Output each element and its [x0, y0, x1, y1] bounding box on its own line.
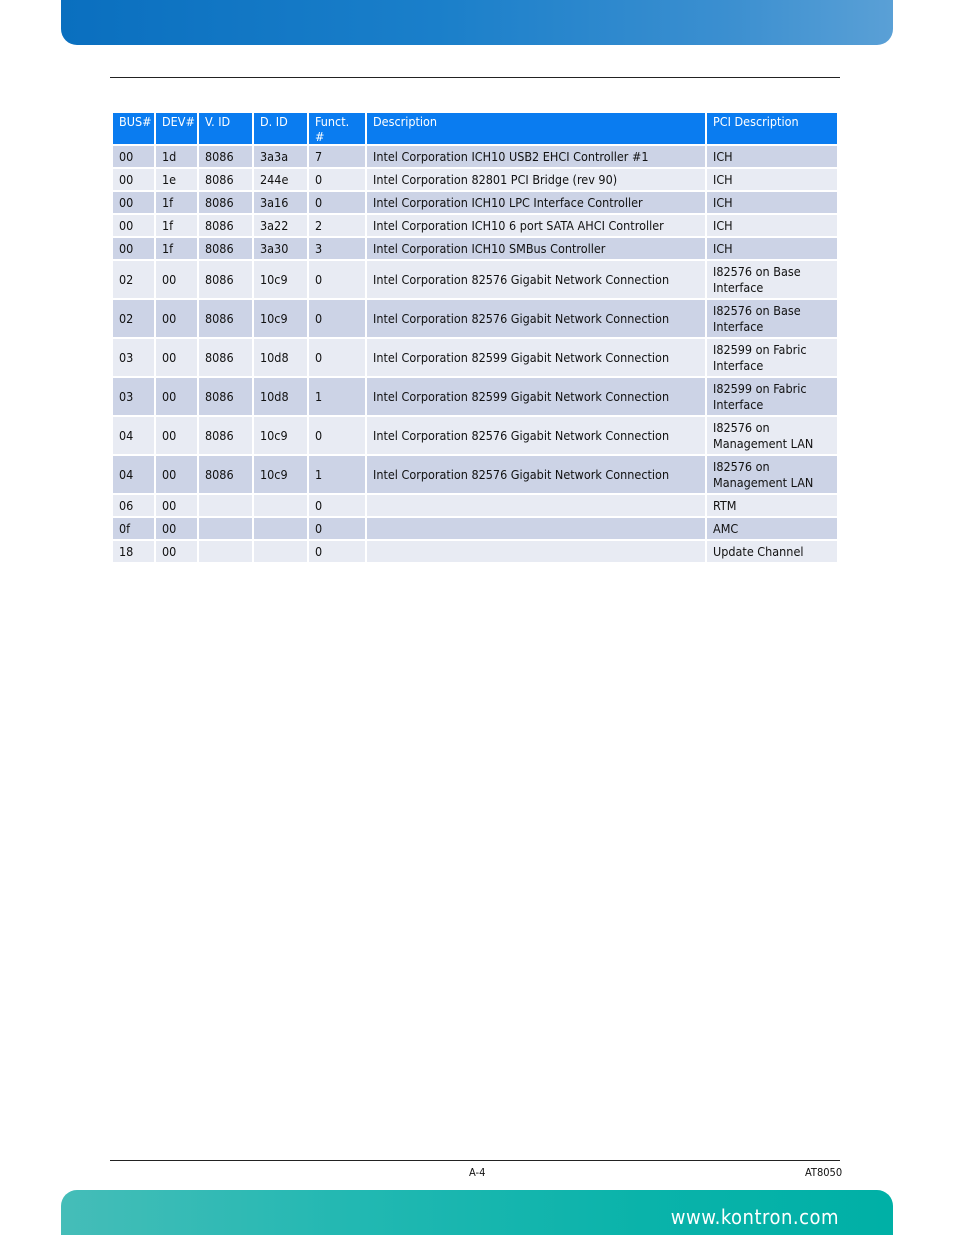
cell-function: 0 [309, 339, 365, 376]
cell-description: Intel Corporation 82599 Gigabit Network Connection [367, 339, 705, 376]
cell-pci-description: ICH [707, 169, 837, 190]
cell-pci-description: Update Channel [707, 541, 837, 562]
cell-pci-description: AMC [707, 518, 837, 539]
header-description: Description [367, 113, 705, 144]
cell-vendor-id [199, 541, 252, 562]
cell-bus: 00 [113, 146, 154, 167]
cell-bus: 03 [113, 378, 154, 415]
cell-pci-description: I82576 on Management LAN [707, 456, 837, 493]
cell-device-id: 3a16 [254, 192, 307, 213]
cell-function: 1 [309, 378, 365, 415]
cell-function: 7 [309, 146, 365, 167]
cell-description: Intel Corporation 82576 Gigabit Network Connection [367, 300, 705, 337]
table-row [113, 238, 837, 259]
bottom-banner [61, 1190, 893, 1235]
cell-description [367, 541, 705, 562]
cell-vendor-id: 8086 [199, 378, 252, 415]
footer-rule [110, 1160, 840, 1161]
cell-device-id: 244e [254, 169, 307, 190]
cell-vendor-id: 8086 [199, 238, 252, 259]
cell-pci-description: ICH [707, 215, 837, 236]
cell-vendor-id: 8086 [199, 300, 252, 337]
cell-vendor-id: 8086 [199, 456, 252, 493]
cell-dev: 00 [156, 378, 197, 415]
table-row [113, 339, 837, 376]
header-dev: DEV# [156, 113, 197, 144]
header-vendor-id: V. ID [199, 113, 252, 144]
cell-bus: 03 [113, 339, 154, 376]
table-row [113, 417, 837, 454]
table-row [113, 518, 837, 539]
header-bus: BUS# [113, 113, 154, 144]
cell-description: Intel Corporation 82576 Gigabit Network Connection [367, 417, 705, 454]
cell-bus: 00 [113, 169, 154, 190]
cell-vendor-id: 8086 [199, 146, 252, 167]
cell-bus: 06 [113, 495, 154, 516]
cell-device-id: 3a22 [254, 215, 307, 236]
cell-device-id [254, 518, 307, 539]
cell-device-id: 10d8 [254, 378, 307, 415]
cell-function: 0 [309, 541, 365, 562]
document-id: AT8050 [805, 1166, 843, 1179]
cell-description: Intel Corporation ICH10 6 port SATA AHCI Controller [367, 215, 705, 236]
cell-function: 0 [309, 300, 365, 337]
cell-device-id: 10c9 [254, 456, 307, 493]
cell-description: Intel Corporation 82576 Gigabit Network Connection [367, 456, 705, 493]
cell-pci-description: ICH [707, 146, 837, 167]
table-row [113, 169, 837, 190]
cell-function: 0 [309, 417, 365, 454]
cell-pci-description: ICH [707, 238, 837, 259]
cell-dev: 00 [156, 417, 197, 454]
cell-device-id [254, 495, 307, 516]
table-row [113, 192, 837, 213]
table-row [113, 456, 837, 493]
website-link[interactable]: www.kontron.com [670, 1205, 839, 1229]
top-banner [61, 0, 893, 45]
cell-vendor-id [199, 518, 252, 539]
cell-device-id: 3a3a [254, 146, 307, 167]
cell-dev: 00 [156, 300, 197, 337]
cell-vendor-id: 8086 [199, 169, 252, 190]
cell-pci-description: I82599 on Fabric Interface [707, 339, 837, 376]
cell-function: 0 [309, 261, 365, 298]
table-row [113, 215, 837, 236]
header-pci-description: PCI Description [707, 113, 837, 144]
cell-bus: 02 [113, 261, 154, 298]
table-header-row [113, 113, 837, 144]
cell-dev: 1f [156, 238, 197, 259]
cell-device-id: 3a30 [254, 238, 307, 259]
cell-bus: 18 [113, 541, 154, 562]
cell-device-id [254, 541, 307, 562]
cell-dev: 00 [156, 541, 197, 562]
cell-description: Intel Corporation 82576 Gigabit Network Connection [367, 261, 705, 298]
cell-description: Intel Corporation 82801 PCI Bridge (rev 90) [367, 169, 705, 190]
cell-description [367, 518, 705, 539]
cell-pci-description: I82576 on Management LAN [707, 417, 837, 454]
cell-device-id: 10c9 [254, 417, 307, 454]
cell-device-id: 10c9 [254, 261, 307, 298]
cell-dev: 00 [156, 339, 197, 376]
table-row [113, 378, 837, 415]
table-row [113, 495, 837, 516]
cell-vendor-id: 8086 [199, 261, 252, 298]
cell-bus: 00 [113, 192, 154, 213]
header-device-id: D. ID [254, 113, 307, 144]
cell-pci-description: ICH [707, 192, 837, 213]
cell-dev: 1e [156, 169, 197, 190]
cell-dev: 00 [156, 456, 197, 493]
cell-function: 2 [309, 215, 365, 236]
page-number: A-4 [469, 1166, 486, 1179]
cell-dev: 00 [156, 495, 197, 516]
cell-bus: 04 [113, 456, 154, 493]
cell-bus: 0f [113, 518, 154, 539]
cell-vendor-id: 8086 [199, 192, 252, 213]
cell-dev: 1f [156, 192, 197, 213]
cell-vendor-id [199, 495, 252, 516]
pci-device-table-container [113, 113, 839, 564]
cell-bus: 00 [113, 238, 154, 259]
cell-vendor-id: 8086 [199, 417, 252, 454]
cell-bus: 04 [113, 417, 154, 454]
table-row [113, 261, 837, 298]
header-function: Funct. # [309, 113, 365, 144]
cell-description [367, 495, 705, 516]
cell-description: Intel Corporation ICH10 USB2 EHCI Controller #1 [367, 146, 705, 167]
table-row [113, 146, 837, 167]
cell-pci-description: RTM [707, 495, 837, 516]
cell-description: Intel Corporation ICH10 LPC Interface Controller [367, 192, 705, 213]
cell-dev: 1f [156, 215, 197, 236]
cell-function: 1 [309, 456, 365, 493]
cell-pci-description: I82576 on Base Interface [707, 300, 837, 337]
cell-pci-description: I82599 on Fabric Interface [707, 378, 837, 415]
cell-dev: 00 [156, 518, 197, 539]
cell-bus: 02 [113, 300, 154, 337]
cell-function: 0 [309, 192, 365, 213]
cell-vendor-id: 8086 [199, 215, 252, 236]
cell-function: 0 [309, 169, 365, 190]
cell-description: Intel Corporation ICH10 SMBus Controller [367, 238, 705, 259]
table-row [113, 300, 837, 337]
cell-bus: 00 [113, 215, 154, 236]
cell-dev: 1d [156, 146, 197, 167]
cell-device-id: 10d8 [254, 339, 307, 376]
cell-dev: 00 [156, 261, 197, 298]
cell-function: 3 [309, 238, 365, 259]
pci-device-table [111, 111, 839, 564]
cell-description: Intel Corporation 82599 Gigabit Network Connection [367, 378, 705, 415]
cell-device-id: 10c9 [254, 300, 307, 337]
cell-vendor-id: 8086 [199, 339, 252, 376]
header-rule [110, 77, 840, 78]
cell-function: 0 [309, 495, 365, 516]
cell-function: 0 [309, 518, 365, 539]
cell-pci-description: I82576 on Base Interface [707, 261, 837, 298]
table-row [113, 541, 837, 562]
